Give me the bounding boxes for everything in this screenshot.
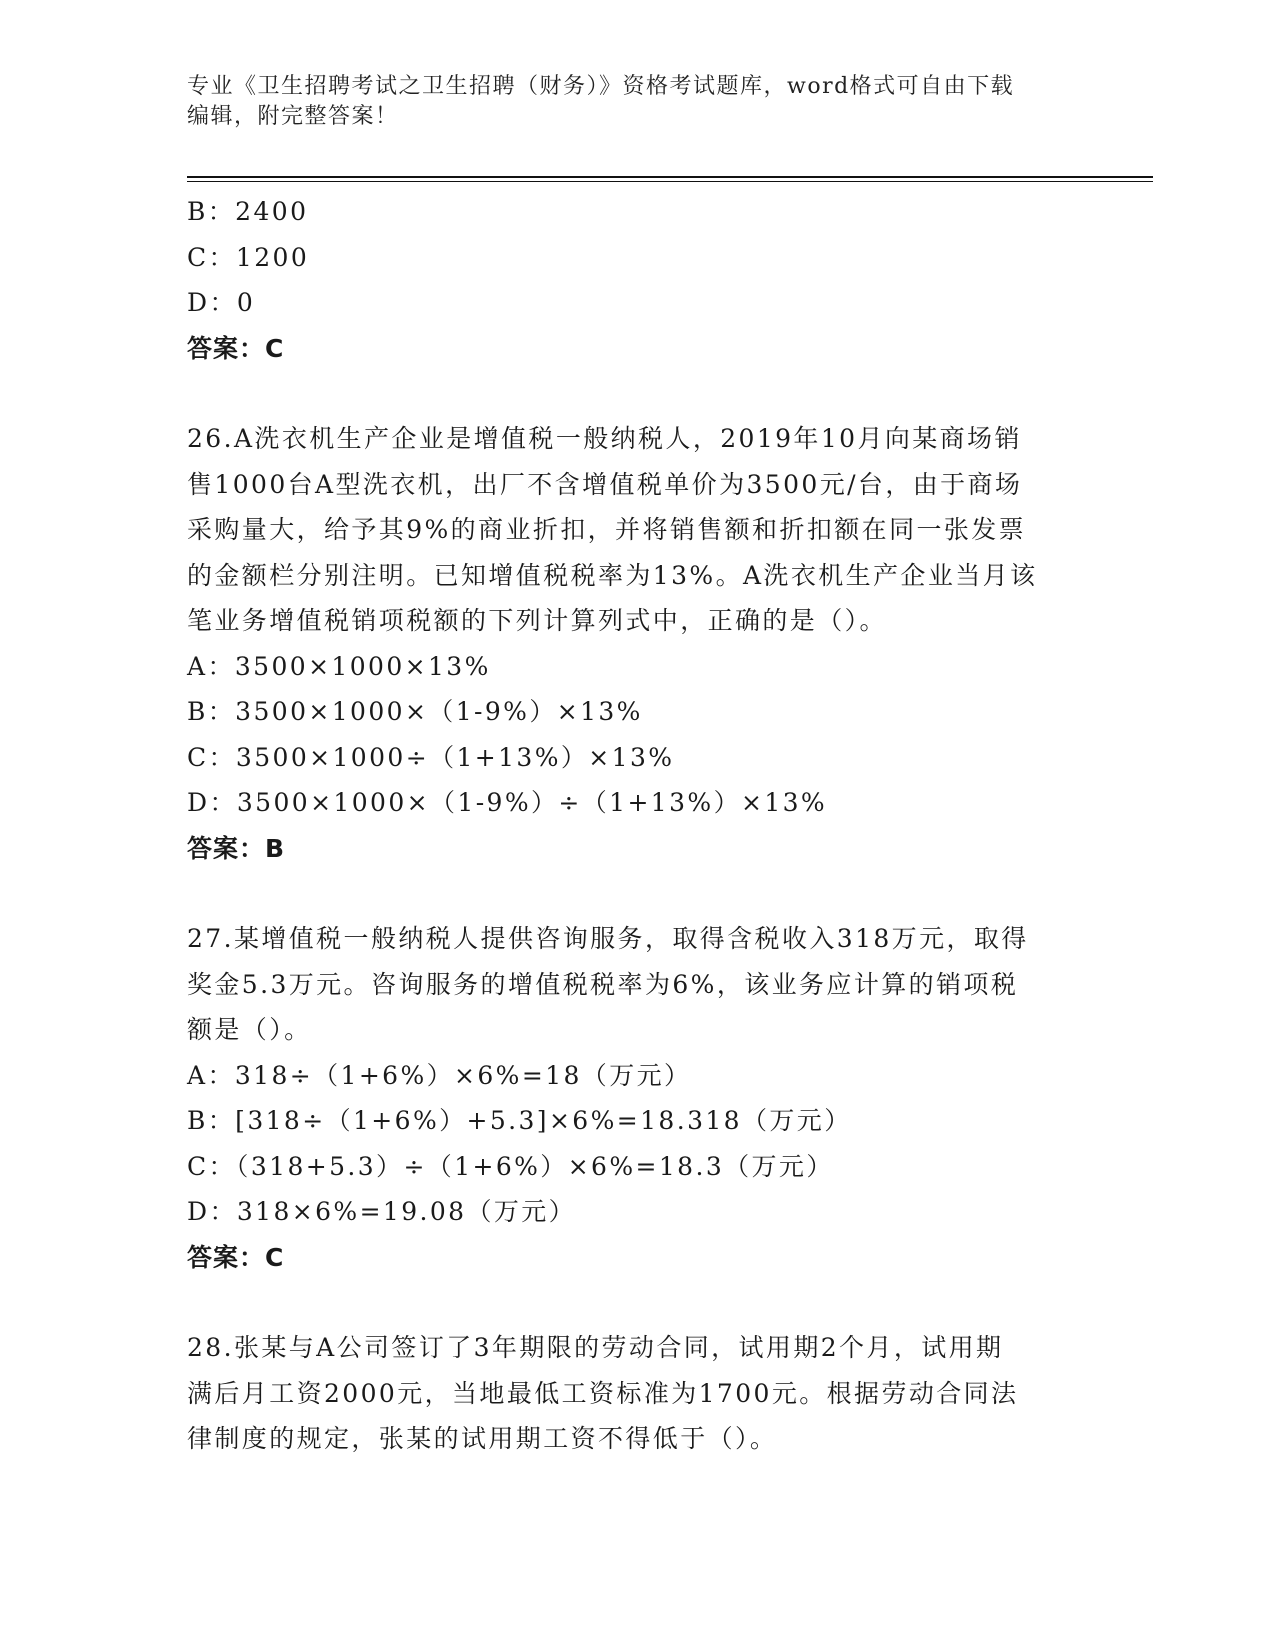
answer-line: 答案：C [187,333,285,363]
document-body [187,189,1087,1462]
question-26 [187,416,1087,871]
question-text-line: 奖金5.3万元。咨询服务的增值税税率为6%，该业务应计算的销项税 [187,969,1019,999]
question-27 [187,916,1087,1280]
spacer [187,1280,1087,1325]
option-d: D：318×6%=19.08（万元） [187,1197,577,1226]
option-a: A：3500×1000×13% [187,651,491,681]
question-text-line: 28.张某与A公司签订了3年期限的劳动合同，试用期2个月，试用期 [187,1333,1004,1362]
header-line-1: 专业《卫生招聘考试之卫生招聘（财务）》资格考试题库，word格式可自由下载 [187,74,1015,99]
option-b: B：3500×1000×（1-9%）×13% [187,697,643,726]
question-text-line: 的金额栏分别注明。已知增值税税率为13%。A洗衣机生产企业当月该 [187,560,1038,590]
option-c: C：3500×1000÷（1+13%）×13% [187,742,675,772]
header-line-2: 编辑，附完整答案！ [187,104,399,129]
header-divider-thin [187,181,1153,182]
option-d: D：3500×1000×（1-9%）÷（1+13%）×13% [187,788,828,817]
page-header [187,72,1067,132]
question-text-line: 满后月工资2000元，当地最低工资标准为1700元。根据劳动合同法 [187,1378,1019,1408]
question-text-line: 27.某增值税一般纳税人提供咨询服务，取得含税收入318万元，取得 [187,924,1029,953]
option-b: B：[318÷（1+6%）+5.3]×6%=18.318（万元） [187,1106,852,1135]
question-25-continued [187,189,1087,371]
question-text-line: 26.A洗衣机生产企业是增值税一般纳税人，2019年10月向某商场销 [187,424,1022,453]
answer-line: 答案：B [187,833,286,863]
option-b: B：2400 [187,197,309,226]
option-c: C：（318+5.3）÷（1+6%）×6%=18.3（万元） [187,1151,834,1181]
question-text-line: 采购量大，给予其9%的商业折扣，并将销售额和折扣额在同一张发票 [187,515,1027,544]
question-text-line: 笔业务增值税销项税额的下列计算列式中，正确的是（）。 [187,606,887,635]
answer-line: 答案：C [187,1242,285,1272]
question-text-line: 售1000台A型洗衣机，出厂不含增值税单价为3500元/台，由于商场 [187,469,1023,499]
option-a: A：318÷（1+6%）×6%=18（万元） [187,1060,692,1090]
spacer [187,871,1087,916]
question-text-line: 律制度的规定，张某的试用期工资不得低于（）。 [187,1424,778,1453]
option-c: C：1200 [187,242,310,272]
question-28 [187,1325,1087,1462]
header-divider-thick [187,176,1153,178]
option-d: D：0 [187,288,256,317]
spacer [187,371,1087,416]
question-text-line: 额是（）。 [187,1015,312,1044]
